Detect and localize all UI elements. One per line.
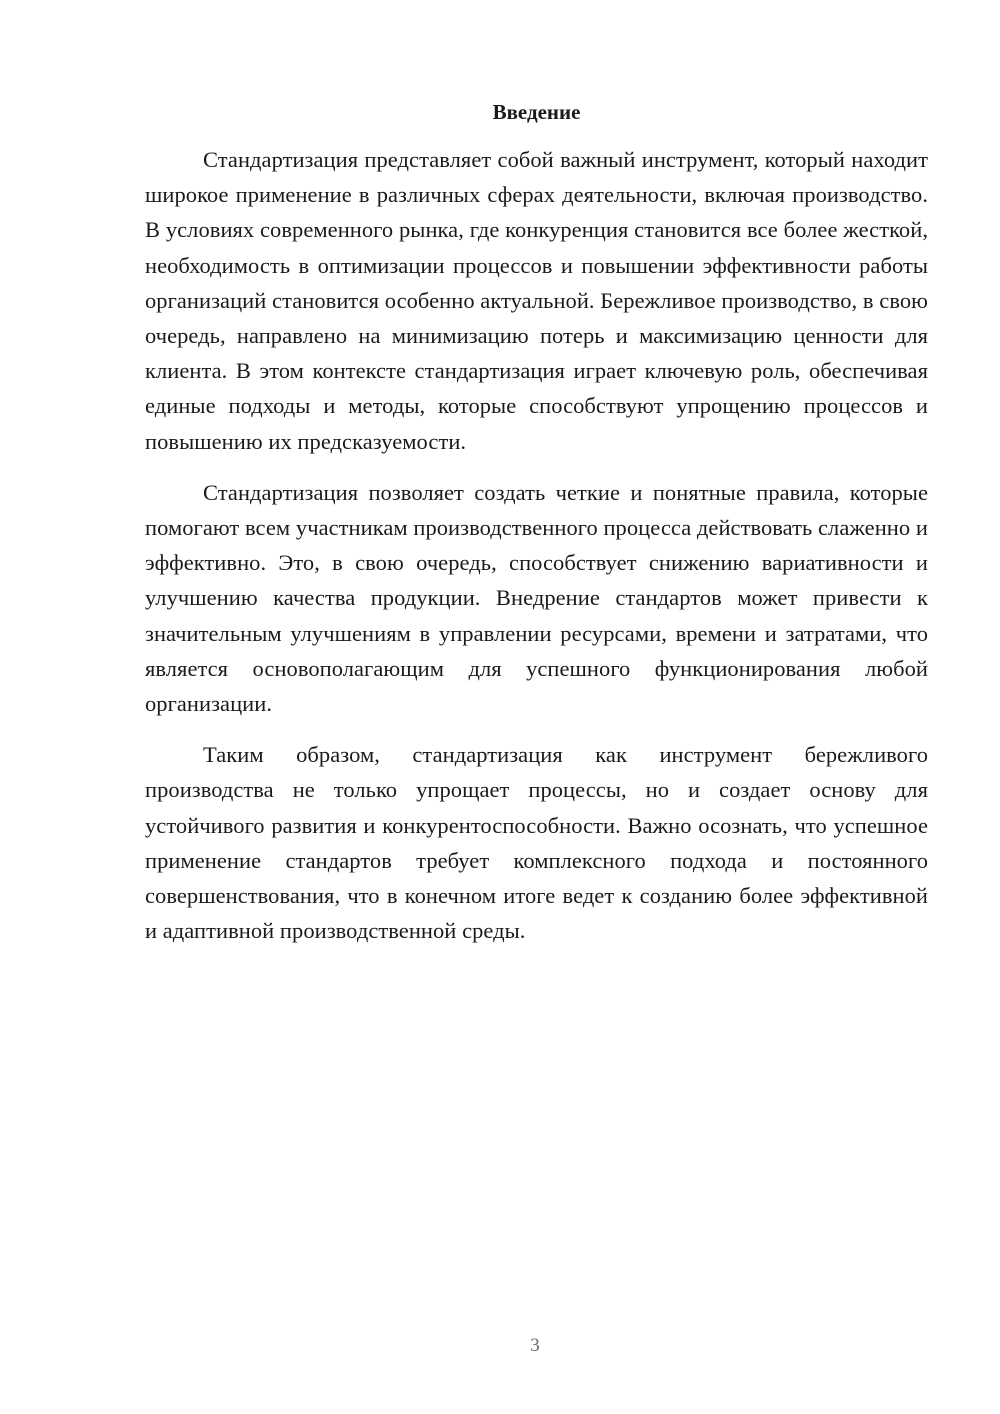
paragraph-1: Стандартизация представляет собой важный инструмент, который находит широкое применение в различных сферах деятельности, включая производство. В условиях современного рынка, где конкуренция становится все более жесткой, необходимость в оптимизации процессов и повышении эффективности работы организаций становится особенно актуальной. Бережливое производство, в свою очередь, направлено на минимизацию потерь и максимизацию ценности для клиента. В этом контексте стандартизация играет ключевую роль, обеспечивая единые подходы и методы, которые способствуют упрощению процессов и повышению их предсказуемости. <box>145 147 928 454</box>
paragraph-3: Таким образом, стандартизация как инструмент бережливого производства не только упрощает процессы, но и создает основу для устойчивого развития и конкурентоспособности. Важно осознать, что успешное применение стандартов требует комплексного подхода и постоянного совершенствования, что в конечном итоге ведет к созданию более эффективной и адаптивной производственной среды. <box>145 742 928 944</box>
section-heading: Введение <box>492 100 581 124</box>
body-text <box>145 142 928 964</box>
paragraph-2: Стандартизация позволяет создать четкие и понятные правила, которые помогают всем участникам производственного процесса действовать слаженно и эффективно. Это, в свою очередь, способствует снижению вариативности и улучшению качества продукции. Внедрение стандартов может привести к значительным улучшениям в управлении ресурсами, времени и затратами, что является основополагающим для успешного функционирования любой организации. <box>145 479 928 717</box>
page-number: 3 <box>530 1335 540 1356</box>
